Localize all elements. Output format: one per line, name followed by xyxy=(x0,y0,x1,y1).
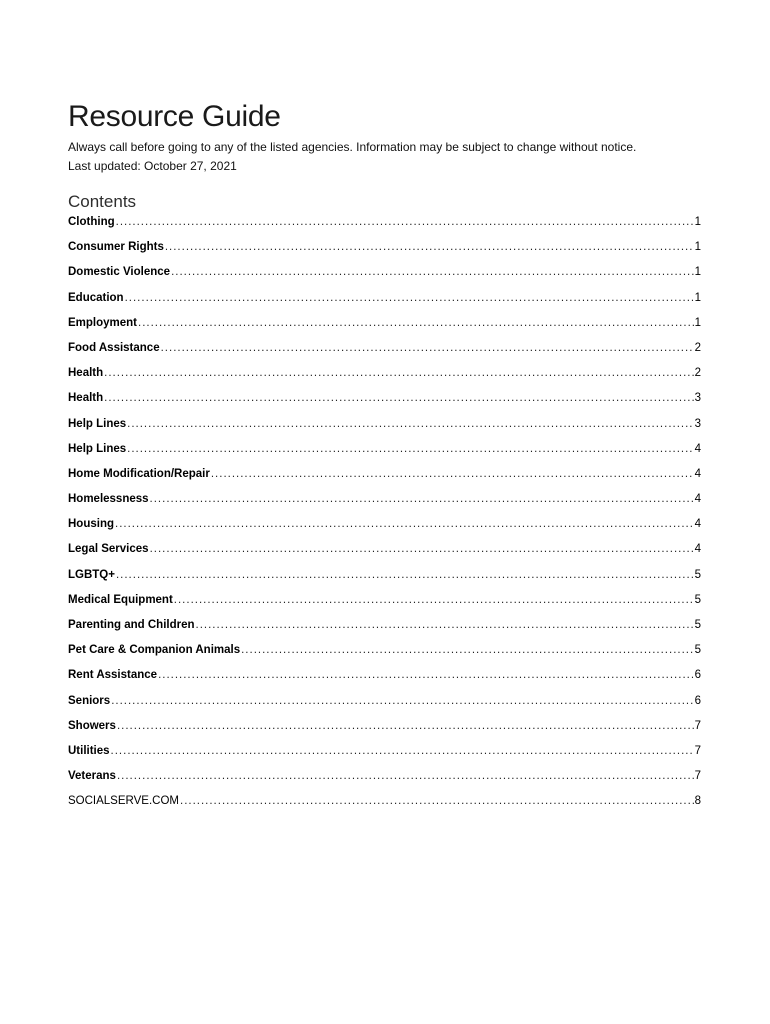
toc-entry-label: Consumer Rights xyxy=(68,241,164,254)
toc-page-number: 3 xyxy=(694,392,701,405)
toc-entry-label: Legal Services xyxy=(68,543,149,556)
toc-entry[interactable] xyxy=(68,669,701,694)
toc-entry-label: Help Lines xyxy=(68,442,127,455)
toc-leader-dots xyxy=(165,241,694,253)
toc-page-number: 3 xyxy=(694,417,701,430)
toc-leader-dots xyxy=(150,543,694,555)
toc-leader-dots xyxy=(138,317,694,329)
toc-entry[interactable] xyxy=(68,770,701,795)
toc-entry-label: Help Lines xyxy=(68,417,127,430)
toc-leader-dots xyxy=(196,619,694,631)
toc-entry-label: Housing xyxy=(68,518,114,531)
toc-leader-dots xyxy=(127,418,693,430)
toc-page-number: 7 xyxy=(694,719,701,732)
toc-page-number: 1 xyxy=(694,216,701,228)
toc-leader-dots xyxy=(116,216,694,228)
last-updated: Last updated: October 27, 2021 xyxy=(68,159,237,173)
toc-entry[interactable] xyxy=(68,619,701,644)
toc-leader-dots xyxy=(115,518,694,530)
toc-page-number: 4 xyxy=(694,442,701,455)
toc-entry[interactable] xyxy=(68,795,701,820)
toc-leader-dots xyxy=(117,720,694,732)
toc-entry[interactable] xyxy=(68,367,701,392)
toc-page-number: 1 xyxy=(694,266,701,279)
toc-entry[interactable] xyxy=(68,418,701,443)
toc-leader-dots xyxy=(111,745,694,757)
toc-page-number: 6 xyxy=(694,669,701,682)
toc-entry[interactable] xyxy=(68,745,701,770)
toc-entry-label: Rent Assistance xyxy=(68,669,158,682)
toc-entry[interactable] xyxy=(68,518,701,543)
toc-entry-label: Food Assistance xyxy=(68,341,160,354)
toc-entry[interactable] xyxy=(68,569,701,594)
toc-leader-dots xyxy=(241,644,693,656)
toc-entry-label: Veterans xyxy=(68,770,116,783)
toc-page-number: 2 xyxy=(694,341,701,354)
toc-entry[interactable] xyxy=(68,342,701,367)
toc-entry[interactable] xyxy=(68,644,701,669)
toc-leader-dots xyxy=(117,770,694,782)
toc-page-number: 2 xyxy=(694,367,701,380)
call-notice: Always call before going to any of the listed agencies. Information may be subject to change without notice. xyxy=(68,140,637,154)
toc-entry-label: Employment xyxy=(68,316,138,329)
toc-leader-dots xyxy=(116,569,694,581)
toc-entry-label: Education xyxy=(68,291,124,304)
document-title: Resource Guide xyxy=(68,100,281,133)
toc-entry-label: Showers xyxy=(68,719,116,732)
toc-entry-label: Homelessness xyxy=(68,493,149,506)
document-page xyxy=(68,98,701,821)
toc-entry-label: Domestic Violence xyxy=(68,266,171,279)
toc-page-number: 7 xyxy=(694,770,701,783)
toc-entry[interactable] xyxy=(68,594,701,619)
toc-entry-label: Medical Equipment xyxy=(68,593,173,606)
toc-page-number: 4 xyxy=(694,493,701,506)
toc-leader-dots xyxy=(161,342,694,354)
toc-page-number: 1 xyxy=(694,241,701,254)
toc-page-number: 4 xyxy=(694,518,701,531)
toc-entry-label: Parenting and Children xyxy=(68,619,195,631)
toc-page-number: 4 xyxy=(694,543,701,556)
toc-entry-label: SOCIALSERVE.COM xyxy=(68,795,179,808)
table-of-contents xyxy=(68,216,701,821)
toc-leader-dots xyxy=(111,695,693,707)
toc-page-number: 1 xyxy=(694,291,701,304)
toc-leader-dots xyxy=(127,443,693,455)
toc-page-number: 4 xyxy=(694,467,701,480)
toc-leader-dots xyxy=(104,367,693,379)
toc-entry[interactable] xyxy=(68,392,701,417)
toc-entry-label: Utilities xyxy=(68,744,110,757)
toc-entry-label: Clothing xyxy=(68,216,115,228)
toc-leader-dots xyxy=(150,493,694,505)
toc-entry-label: Health xyxy=(68,392,104,405)
toc-leader-dots xyxy=(158,669,694,681)
toc-leader-dots xyxy=(125,292,694,304)
toc-page-number: 8 xyxy=(694,795,701,808)
toc-entry[interactable] xyxy=(68,292,701,317)
toc-page-number: 6 xyxy=(694,694,701,707)
toc-entry-label: Health xyxy=(68,367,104,380)
toc-entry[interactable] xyxy=(68,720,701,745)
toc-leader-dots xyxy=(211,468,694,480)
toc-entry[interactable] xyxy=(68,543,701,568)
toc-entry[interactable] xyxy=(68,443,701,468)
toc-entry-label: Seniors xyxy=(68,694,111,707)
toc-leader-dots xyxy=(104,392,693,404)
toc-entry-label: Home Modification/Repair xyxy=(68,467,210,480)
toc-entry[interactable] xyxy=(68,468,701,493)
toc-page-number: 5 xyxy=(694,568,701,581)
toc-entry[interactable] xyxy=(68,241,701,266)
toc-entry[interactable] xyxy=(68,317,701,342)
toc-leader-dots xyxy=(180,795,694,807)
toc-entry-label: Pet Care & Companion Animals xyxy=(68,644,241,657)
toc-page-number: 5 xyxy=(694,619,701,631)
toc-leader-dots xyxy=(174,594,694,606)
toc-entry-label: LGBTQ+ xyxy=(68,568,115,581)
contents-heading: Contents xyxy=(68,192,137,211)
toc-entry[interactable] xyxy=(68,266,701,291)
toc-page-number: 1 xyxy=(694,316,701,329)
toc-leader-dots xyxy=(171,266,694,278)
toc-entry[interactable] xyxy=(68,695,701,720)
toc-page-number: 5 xyxy=(694,593,701,606)
toc-entry[interactable] xyxy=(68,216,701,241)
toc-page-number: 7 xyxy=(694,744,701,757)
toc-page-number: 5 xyxy=(694,644,701,657)
toc-entry[interactable] xyxy=(68,493,701,518)
